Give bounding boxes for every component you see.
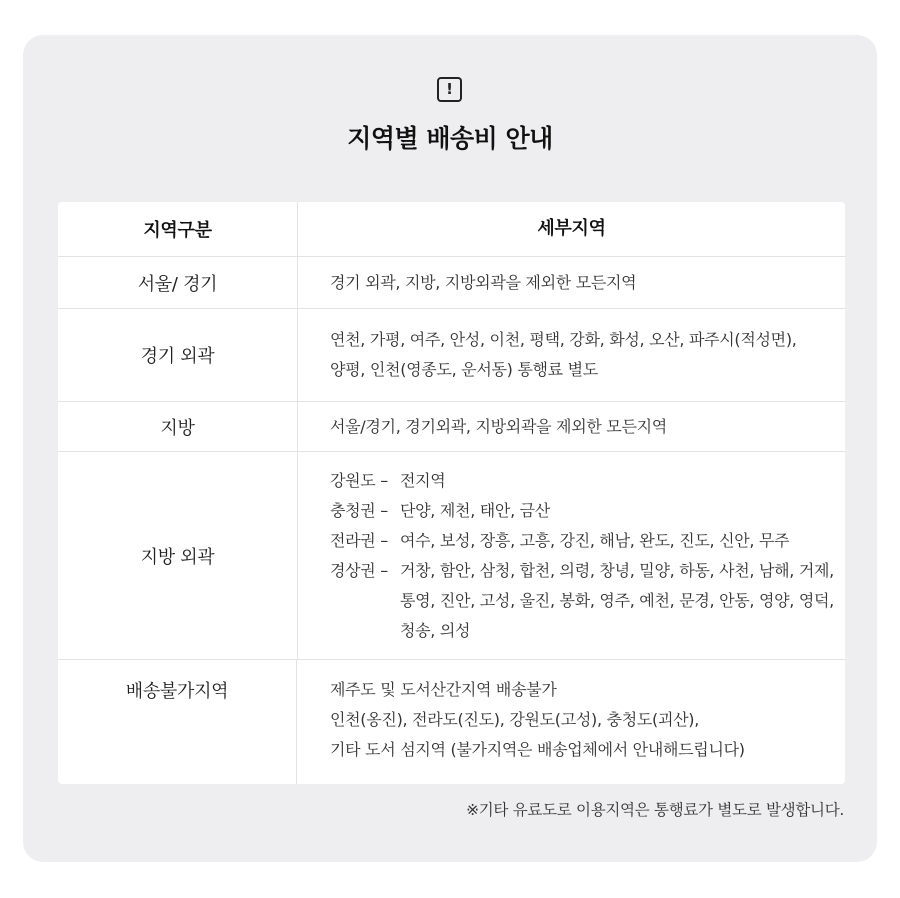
table-row — [58, 402, 845, 452]
region-name: 경기 외곽 — [58, 309, 298, 401]
detail-line: 인천(옹진), 전라도(진도), 강원도(고성), 충청도(괴산), — [330, 710, 700, 729]
subregion-value: 여수, 보성, 장흥, 고흥, 강진, 해남, 완도, 진도, 신안, 무주 — [400, 530, 790, 550]
region-detail — [330, 309, 835, 401]
subregion-line — [330, 556, 835, 646]
subregion-value: 단양, 제천, 태안, 금산 — [400, 500, 550, 520]
shipping-fee-table — [58, 202, 845, 784]
region-detail — [330, 257, 835, 308]
column-header-detail: 세부지역 — [537, 218, 606, 239]
detail-line: 기타 도서 섬지역 (불가지역은 배송업체에서 안내해드립니다) — [330, 740, 745, 759]
table-row — [58, 452, 845, 660]
detail-line: 서울/경기, 경기외곽, 지방외곽을 제외한 모든지역 — [330, 416, 667, 436]
subregion-value: 거창, 함안, 삼청, 합천, 의령, 창녕, 밀양, 하동, 사천, 남해, 거제, 통영, 진안, 고성, 울진, 봉화, 영주, 예천, 문경, 안동, 영양, 영덕, 청송, 의성 — [400, 560, 834, 640]
region-name: 서울/ 경기 — [58, 257, 298, 308]
toll-footnote: ※기타 유료도로 이용지역은 통행료가 별도로 발생합니다. — [466, 801, 844, 819]
region-name: 배송불가지역 — [58, 660, 297, 784]
subregion-key: 경상권 – — [330, 560, 388, 580]
detail-line: 제주도 및 도서산간지역 배송불가 — [330, 680, 557, 699]
subregion-line — [330, 496, 835, 526]
detail-line: 양평, 인천(영종도, 운서동) 통행료 별도 — [330, 360, 598, 379]
table-row — [58, 257, 845, 309]
region-detail — [330, 452, 835, 659]
region-detail — [330, 660, 835, 784]
subregion-value: 전지역 — [400, 470, 446, 490]
detail-line: 경기 외곽, 지방, 지방외곽을 제외한 모든지역 — [330, 272, 637, 292]
column-header-region: 지역구분 — [58, 202, 298, 256]
region-detail — [330, 402, 835, 451]
subregion-line — [330, 526, 835, 556]
detail-line: 연천, 가평, 여주, 안성, 이천, 평택, 강화, 화성, 오산, 파주시(적성면), — [330, 330, 797, 349]
subregion-line — [330, 466, 835, 496]
region-name: 지방 — [58, 402, 298, 451]
table-header-row — [58, 202, 845, 257]
region-name: 지방 외곽 — [58, 452, 298, 659]
exclamation-icon: ! — [437, 77, 462, 102]
subregion-key: 전라권 – — [330, 530, 388, 550]
page-title: 지역별 배송비 안내 — [347, 124, 553, 153]
table-row — [58, 309, 845, 402]
subregion-key: 충청권 – — [330, 500, 388, 520]
table-row — [58, 660, 845, 784]
subregion-key: 강원도 – — [330, 470, 388, 490]
